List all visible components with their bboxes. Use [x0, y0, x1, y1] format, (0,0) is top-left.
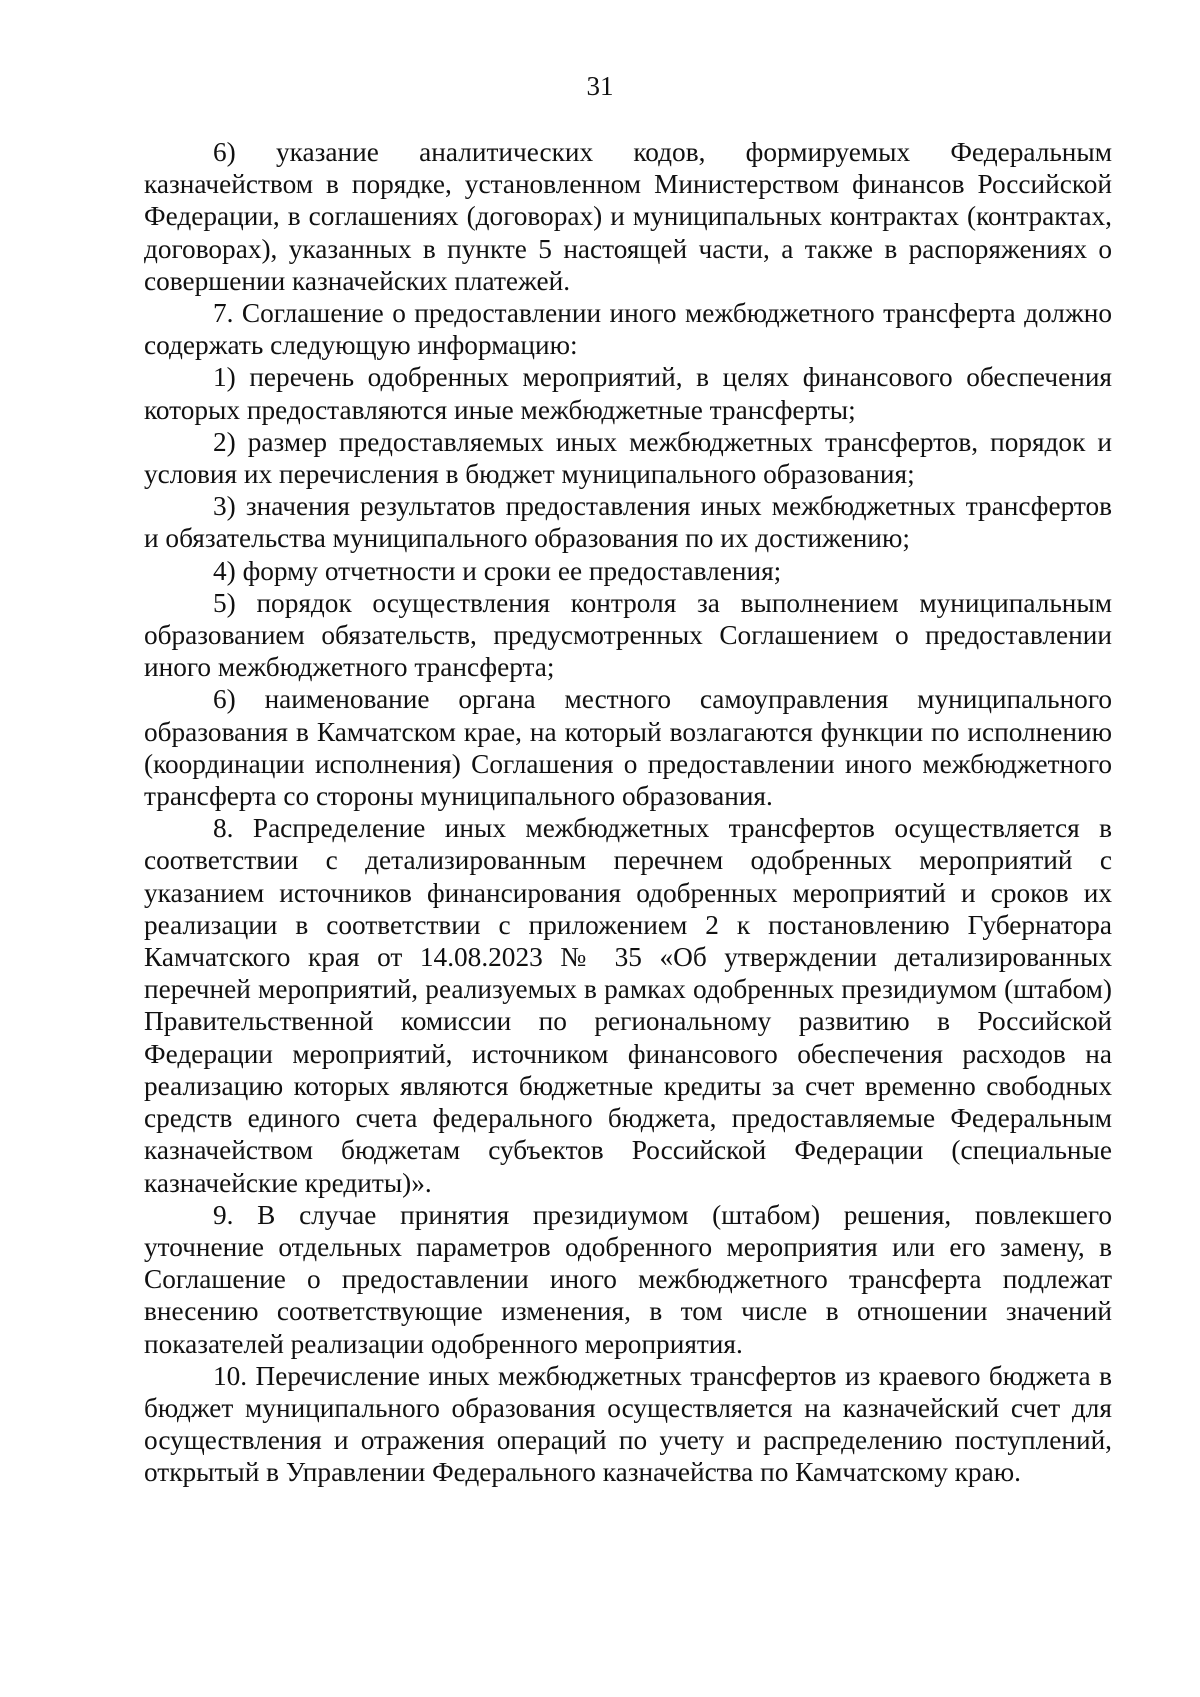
page-number: 31: [586, 71, 614, 101]
document-body: [144, 136, 1112, 1489]
paragraph-item-1-activities-list: 1) перечень одобренных мероприятий, в целях финансового обеспечения которых предоставляются иные межбюджетные трансферты;: [144, 362, 1112, 425]
paragraph-section-7: 7. Соглашение о предоставлении иного межбюджетного трансферта должно содержать следующую информацию:: [144, 298, 1112, 361]
paragraph-section-8: 8. Распределение иных межбюджетных трансфертов осуществляется в соответствии с детализированным перечнем одобренных мероприятий с указанием источников финансирования одобренных мероприятий и сроков их реализации в соответствии с приложением 2 к постановлению Губернатора Камчатского края от 14.08.2023 № 35 «Об утверждении детализированных перечней мероприятий, реализуемых в рамках одобренных президиумом (штабом) Правительственной комиссии по региональному развитию в Российской Федерации мероприятий, источником финансового обеспечения расходов на реализацию которых являются бюджетные кредиты за счет временно свободных средств единого счета федерального бюджета, предоставляемые Федеральным казначейством бюджетам субъектов Российской Федерации (специальные казначейские кредиты)».: [144, 813, 1112, 1198]
paragraph-item-5-control-procedure: 5) порядок осуществления контроля за выполнением муниципальным образованием обязательств, предусмотренных Соглашением о предоставлении иного межбюджетного трансферта;: [144, 587, 1112, 683]
paragraph-item-6-local-authority: 6) наименование органа местного самоуправления муниципального образования в Камчатском крае, на который возлагаются функции по исполнению (координации исполнения) Соглашения о предоставлении иного межбюджетного трансферта со стороны муниципального образования.: [144, 684, 1112, 812]
paragraph-item-3-result-values: 3) значения результатов предоставления иных межбюджетных трансфертов и обязательства муниципального образования по их достижению;: [144, 491, 1112, 554]
paragraph-item-2-transfer-amount: 2) размер предоставляемых иных межбюджетных трансфертов, порядок и условия их перечисления в бюджет муниципального образования;: [144, 426, 1112, 490]
paragraph-section-10: 10. Перечисление иных межбюджетных трансфертов из краевого бюджета в бюджет муниципального образования осуществляется на казначейский счет для осуществления и отражения операций по учету и распределению поступлений, открытый в Управлении Федерального казначейства по Камчатскому краю.: [144, 1360, 1112, 1488]
paragraph-item-6-analytic-codes: 6) указание аналитических кодов, формируемых Федеральным казначейством в порядке, установленном Министерством финансов Российской Федерации, в соглашениях (договорах) и муниципальных контрактах (контрактах, договорах), указанных в пункте 5 настоящей части, а также в распоряжениях о совершении казначейских платежей.: [144, 137, 1112, 296]
paragraph-item-4-reporting-form: 4) форму отчетности и сроки ее предоставления;: [213, 555, 782, 586]
paragraph-section-9: 9. В случае принятия президиумом (штабом) решения, повлекшего уточнение отдельных параметров одобренного мероприятия или его замену, в Соглашение о предоставлении иного межбюджетного трансферта подлежат внесению соответствующие изменения, в том числе в отношении значений показателей реализации одобренного мероприятия.: [144, 1199, 1112, 1359]
